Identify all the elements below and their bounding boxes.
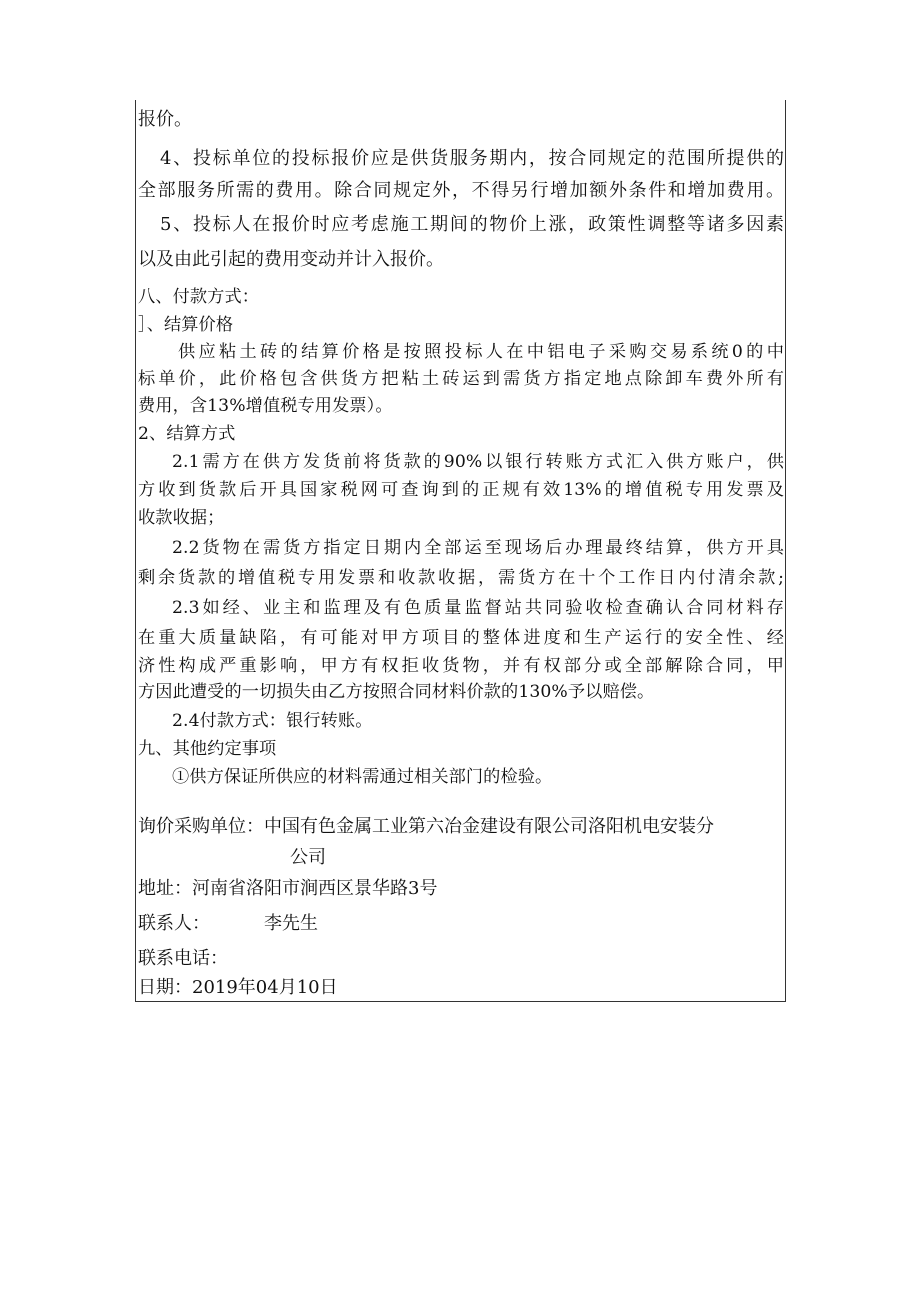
section9-heading: 九、其他约定事项: [138, 739, 277, 759]
sub1-heading: ］、结算价格: [138, 315, 234, 335]
contact-unit-line-2: 公司: [290, 847, 326, 868]
p5-line-1: 5、投标人在报价时应考虑施工期间的物价上涨，政策性调整等诸多因素: [160, 214, 784, 235]
contact-unit-line-1: [138, 814, 784, 840]
item-2-3-line-2: 在重大质量缺陷，有可能对甲方项目的整体进度和生产运行的安全性、经: [138, 628, 784, 648]
contact-person-label: 联系人：: [138, 913, 210, 934]
item-2-3-line-1: 2.3如经、业主和监理及有色质量监督站共同验收检查确认合同材料存: [172, 598, 784, 618]
p5-line-2: 以及由此引起的费用变动并计入报价。: [138, 249, 444, 270]
section8-heading: 八、付款方式：: [138, 287, 260, 307]
sub1-line-1: 供应粘土砖的结算价格是按照投标人在中铝电子采购交易系统0的中: [178, 342, 784, 362]
contact-date: 日期：2019年04月10日: [138, 977, 338, 998]
item-2-2-line-2: 剩余货款的增值税专用发票和收款收据，需货方在十个工作日内付清余款;: [138, 568, 784, 588]
sub2-heading: 2、结算方式: [138, 424, 236, 444]
p4-line-2: 全部服务所需的费用。除合同规定外，不得另行增加额外条件和增加费用。: [138, 180, 784, 201]
item-2-4: 2.4付款方式：银行转账。: [172, 711, 373, 731]
item-2-1-line-3: 收款收据；: [138, 508, 225, 528]
item-2-3-line-4: 方因此遭受的一切损失由乙方按照合同材料价款的130%予以赔偿。: [138, 682, 655, 702]
contact-address: 地址：河南省洛阳市涧西区景华路3号: [138, 878, 438, 899]
item-2-2-line-1: 2.2货物在需货方指定日期内全部运至现场后办理最终结算，供方开具: [172, 538, 784, 558]
p3-end: 报价。: [138, 109, 192, 130]
sub1-line-3: 费用，含13%增值税专用发票）。: [138, 396, 393, 416]
contact-unit-name: 中国有色金属工业第六冶金建设有限公司洛阳机电安装分: [264, 816, 714, 837]
item-2-3-line-3: 济性构成严重影响，甲方有权拒收货物，并有权部分或全部解除合同，甲: [138, 656, 784, 676]
p4-line-1: 4、投标单位的投标报价应是供货服务期内，按合同规定的范围所提供的: [160, 148, 784, 169]
contact-unit-label: 询价采购单位：: [138, 816, 264, 837]
contact-person-line: [138, 911, 784, 937]
contact-person-name: 李先生: [264, 913, 318, 934]
sub1-line-2: 标单价，此价格包含供货方把粘土砖运到需货方指定地点除卸车费外所有: [138, 369, 784, 389]
item-2-1-line-2: 方收到货款后开具国家税网可查询到的正规有效13%的增值税专用发票及: [138, 480, 784, 500]
item-2-1-line-1: 2.1需方在供方发货前将货款的90%以银行转账方式汇入供方账户，供: [172, 452, 784, 472]
contact-phone: 联系电话：: [138, 948, 228, 969]
section9-item-1: ①供方保证所供应的材料需通过相关部门的检验。: [172, 767, 553, 787]
